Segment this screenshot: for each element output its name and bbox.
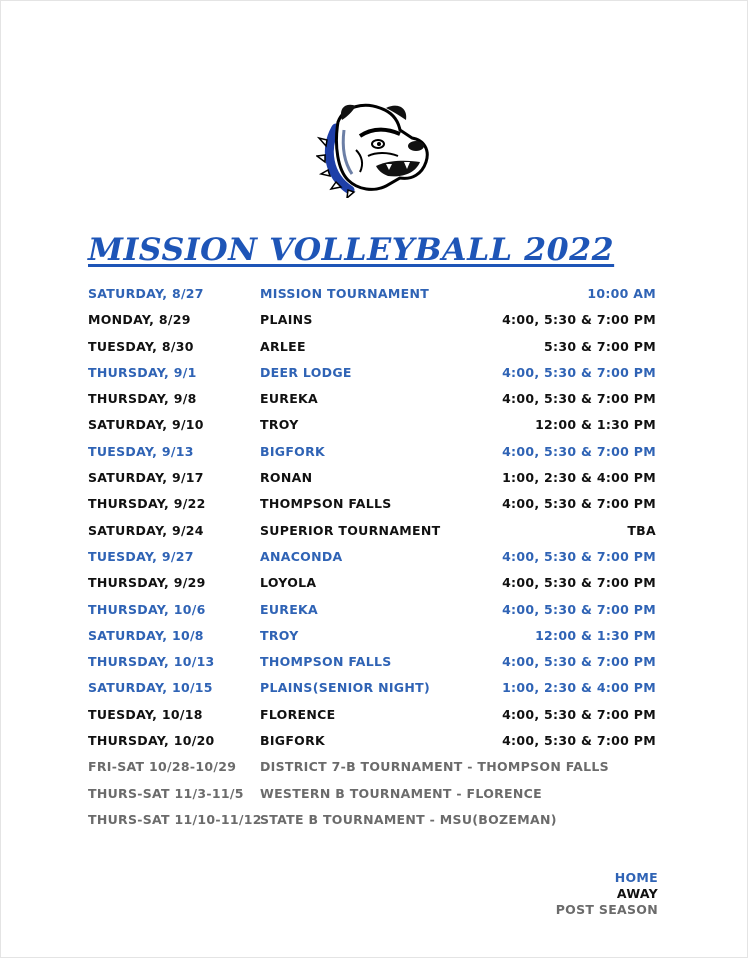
game-time: 4:00, 5:30 & 7:00 PM — [502, 364, 656, 380]
game-opponent: THOMPSON FALLS — [260, 654, 392, 670]
game-date: TUESDAY, 8/30 — [88, 338, 194, 354]
game-date: TUESDAY, 9/13 — [88, 443, 194, 459]
game-date: FRI-SAT 10/28-10/29 — [88, 759, 237, 775]
game-time: 4:00, 5:30 & 7:00 PM — [502, 548, 656, 564]
schedule-row — [88, 784, 656, 810]
game-opponent: DISTRICT 7-B TOURNAMENT - THOMPSON FALLS — [260, 759, 609, 775]
schedule-row — [88, 757, 656, 783]
schedule-row — [88, 626, 656, 652]
schedule-row — [88, 442, 656, 468]
game-opponent: EUREKA — [260, 391, 319, 407]
schedule-row — [88, 810, 656, 836]
game-date: THURSDAY, 9/29 — [88, 575, 206, 591]
game-time: 4:00, 5:30 & 7:00 PM — [502, 443, 656, 459]
schedule-row — [88, 731, 656, 757]
schedule-row — [88, 705, 656, 731]
game-time: 12:00 & 1:30 PM — [535, 627, 656, 643]
game-time: 4:00, 5:30 & 7:00 PM — [502, 706, 656, 722]
legend-home: HOME — [614, 870, 658, 885]
game-time: 4:00, 5:30 & 7:00 PM — [502, 496, 656, 512]
game-time: 10:00 AM — [587, 286, 656, 301]
game-date: THURSDAY, 10/6 — [88, 601, 206, 617]
game-date: SATURDAY, 10/8 — [88, 627, 204, 643]
schedule-row — [88, 310, 656, 336]
game-opponent: TROY — [260, 417, 299, 433]
game-opponent: DEER LODGE — [260, 364, 352, 380]
game-date: MONDAY, 8/29 — [88, 312, 191, 328]
game-opponent: BIGFORK — [260, 443, 326, 459]
game-opponent: ANACONDA — [260, 548, 343, 564]
game-opponent: WESTERN B TOURNAMENT - FLORENCE — [260, 785, 542, 801]
game-date: SATURDAY, 10/15 — [88, 680, 213, 696]
game-date: THURS-SAT 11/3-11/5 — [88, 785, 244, 801]
game-opponent: LOYOLA — [260, 575, 317, 591]
game-time: 4:00, 5:30 & 7:00 PM — [502, 733, 656, 749]
game-opponent: ARLEE — [260, 338, 306, 354]
game-time: 4:00, 5:30 & 7:00 PM — [502, 601, 656, 617]
game-date: SATURDAY, 9/10 — [88, 417, 204, 433]
game-time: 4:00, 5:30 & 7:00 PM — [502, 391, 656, 407]
schedule-row — [88, 284, 656, 310]
schedule-row — [88, 389, 656, 415]
game-opponent: STATE B TOURNAMENT - MSU(BOZEMAN) — [260, 811, 557, 827]
game-opponent: RONAN — [260, 470, 313, 486]
schedule-row — [88, 521, 656, 547]
game-date: THURSDAY, 9/22 — [88, 496, 206, 512]
schedule-row — [88, 415, 656, 441]
game-date: TUESDAY, 9/27 — [88, 548, 194, 564]
color-legend — [556, 870, 658, 918]
page-title: MISSION VOLLEYBALL 2022 — [88, 232, 615, 268]
schedule-row — [88, 363, 656, 389]
schedule-row — [88, 600, 656, 626]
legend-away: AWAY — [616, 886, 658, 901]
legend-post-season: POST SEASON — [555, 902, 658, 917]
game-time: 4:00, 5:30 & 7:00 PM — [502, 654, 656, 670]
game-opponent: SUPERIOR TOURNAMENT — [260, 522, 441, 538]
game-date: THURSDAY, 9/8 — [88, 391, 197, 407]
game-time: 5:30 & 7:00 PM — [544, 338, 656, 354]
game-opponent: TROY — [260, 627, 299, 643]
game-opponent: EUREKA — [260, 601, 319, 617]
game-date: THURSDAY, 10/13 — [88, 654, 215, 670]
schedule-row — [88, 337, 656, 363]
game-date: SATURDAY, 8/27 — [88, 286, 204, 301]
game-time: 4:00, 5:30 & 7:00 PM — [502, 575, 656, 591]
game-time: 1:00, 2:30 & 4:00 PM — [502, 470, 656, 486]
game-opponent: MISSION TOURNAMENT — [260, 286, 430, 301]
game-time: 4:00, 5:30 & 7:00 PM — [502, 312, 656, 328]
game-opponent: PLAINS(SENIOR NIGHT) — [260, 680, 430, 696]
schedule-row — [88, 547, 656, 573]
game-date: THURSDAY, 10/20 — [88, 733, 215, 749]
game-date: SATURDAY, 9/24 — [88, 522, 204, 538]
schedule-row — [88, 468, 656, 494]
game-date: SATURDAY, 9/17 — [88, 470, 204, 486]
schedule-row — [88, 494, 656, 520]
schedule-row — [88, 652, 656, 678]
game-date: TUESDAY, 10/18 — [88, 706, 203, 722]
game-date: THURSDAY, 9/1 — [88, 364, 197, 380]
game-time: 1:00, 2:30 & 4:00 PM — [502, 680, 656, 696]
game-date: THURS-SAT 11/10-11/12 — [88, 811, 262, 827]
game-opponent: FLORENCE — [260, 706, 336, 722]
bulldog-logo — [316, 100, 432, 198]
game-opponent: PLAINS — [260, 312, 313, 328]
game-opponent: THOMPSON FALLS — [260, 496, 392, 512]
game-opponent: BIGFORK — [260, 733, 326, 749]
game-time: 12:00 & 1:30 PM — [535, 417, 656, 433]
schedule-list — [88, 284, 656, 836]
game-time: TBA — [627, 522, 656, 538]
schedule-row — [88, 678, 656, 704]
schedule-row — [88, 573, 656, 599]
